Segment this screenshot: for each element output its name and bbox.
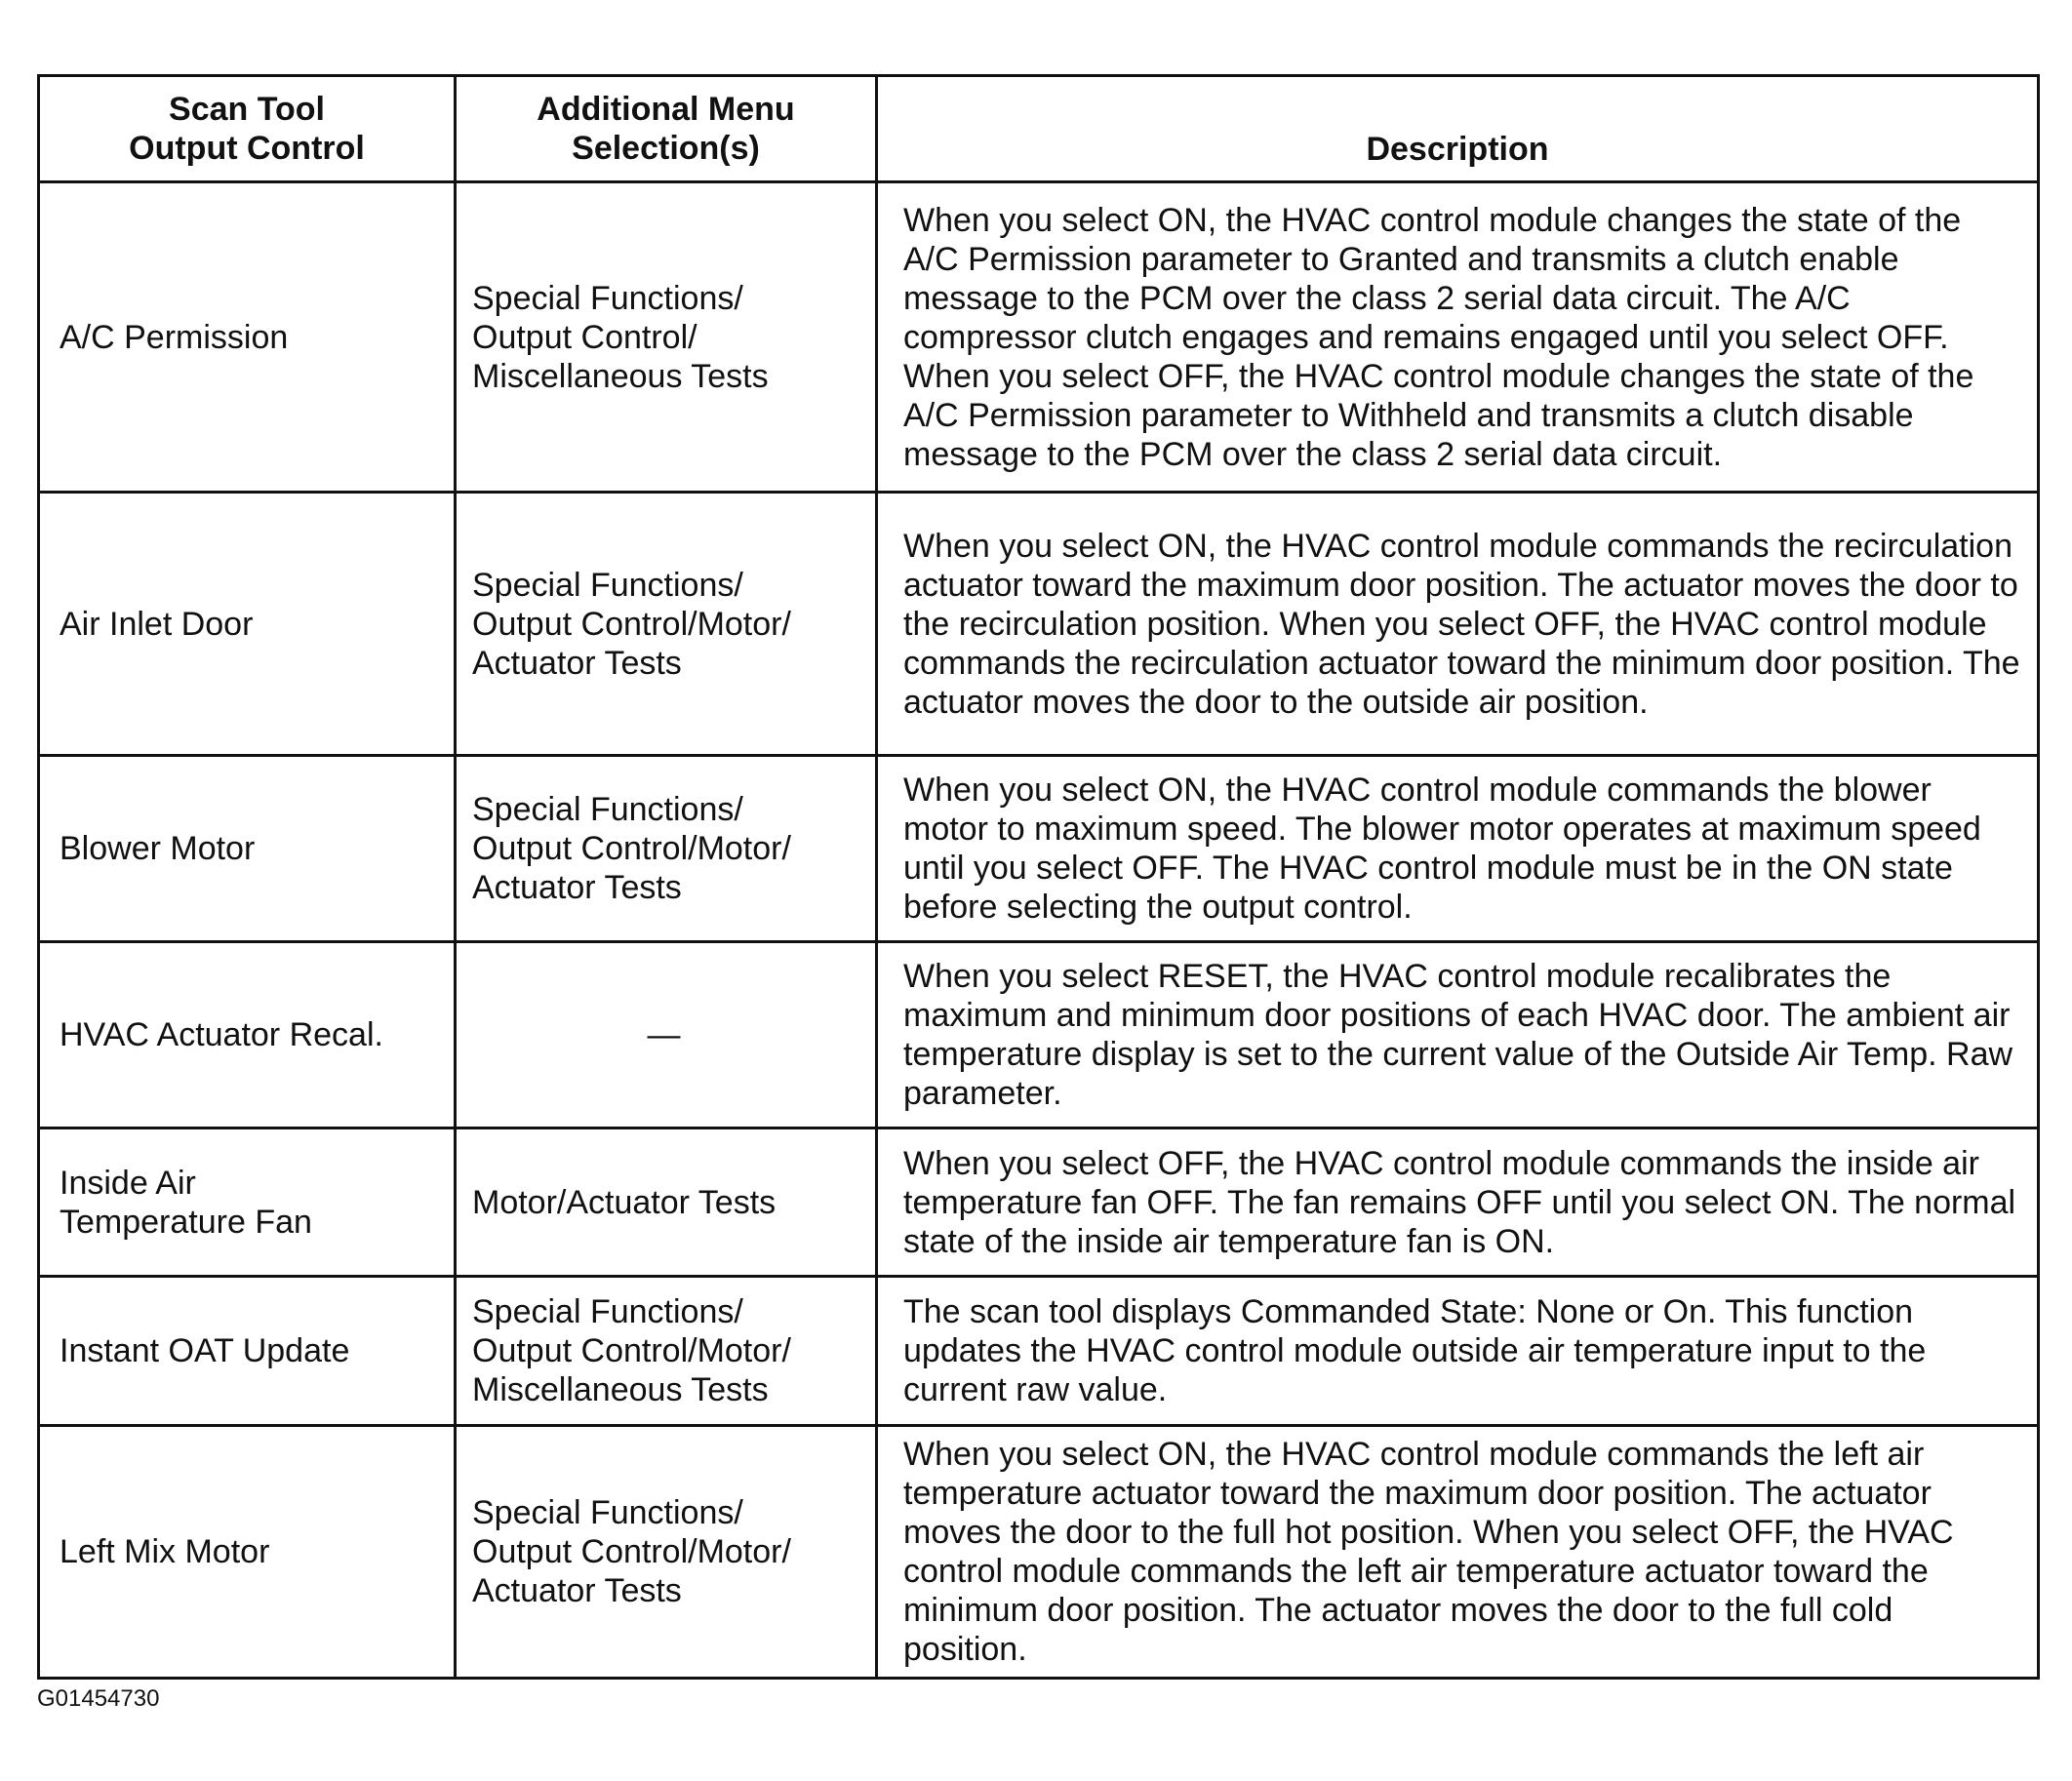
cell-output-control-line: HVAC Actuator Recal. [60, 1016, 383, 1053]
cell-output-control [39, 942, 456, 1128]
cell-menu-selection-line: Output Control/ [472, 318, 697, 356]
cell-output-control [39, 182, 456, 493]
cell-description: When you select ON, the HVAC control module changes the state of the A/C Permission parameter to Granted and transmits a clutch enable message to the PCM over the class 2 serial data circuit. The A/C compressor clutch engages and remains engaged until you select OFF. When you select OFF, the HVAC control module changes the state of the A/C Permission parameter to Withheld and transmits a clutch disable message to the PCM over the class 2 serial data circuit. [877, 182, 2039, 493]
cell-output-control [39, 1128, 456, 1277]
cell-description: When you select ON, the HVAC control module commands the left air temperature actuator toward the maximum door position. The actuator moves the door to the full hot position. When you select OFF, the HVAC control module commands the left air temperature actuator toward the minimum door position. The actuator moves the door to the full cold position. [877, 1426, 2039, 1679]
cell-menu-selection-line: Special Functions/ [472, 791, 743, 828]
cell-menu-selection [456, 493, 877, 756]
cell-menu-selection-line: Miscellaneous Tests [472, 1371, 769, 1408]
cell-menu-selection-line: Special Functions/ [472, 566, 743, 604]
figure-id: G01454730 [37, 1685, 160, 1712]
cell-menu-selection [456, 1426, 877, 1679]
cell-menu-selection-line: Output Control/Motor/ [472, 1332, 791, 1369]
cell-menu-selection-line: Miscellaneous Tests [472, 357, 769, 395]
cell-output-control-line: A/C Permission [60, 318, 289, 356]
header-description: Description [877, 76, 2039, 182]
table-row [39, 942, 2039, 1128]
header-col1-line2: Output Control [129, 130, 365, 167]
cell-menu-selection [456, 1277, 877, 1426]
cell-output-control-line: Temperature Fan [60, 1203, 312, 1241]
cell-description: When you select ON, the HVAC control module commands the recirculation actuator toward the maximum door position. The actuator moves the door to the recirculation position. When you select OFF, the HVAC control module commands the recirculation actuator toward the minimum door position. The actuator moves the door to the outside air position. [877, 493, 2039, 756]
header-scan-tool-output-control [39, 76, 456, 182]
cell-menu-selection-line: Actuator Tests [472, 869, 682, 906]
cell-menu-selection [456, 182, 877, 493]
cell-menu-selection-line: Special Functions/ [472, 1494, 743, 1531]
cell-output-control-line: Inside Air [60, 1164, 196, 1202]
header-col2-line2: Selection(s) [572, 130, 760, 167]
cell-menu-selection [456, 1128, 877, 1277]
cell-description: When you select OFF, the HVAC control module commands the inside air temperature fan OFF. The fan remains OFF until you select ON. The normal state of the inside air temperature fan is ON. [877, 1128, 2039, 1277]
cell-menu-selection-line: Output Control/Motor/ [472, 830, 791, 867]
cell-menu-selection-line: — [647, 1016, 681, 1053]
cell-menu-selection-line: Special Functions/ [472, 279, 743, 317]
table-body [39, 182, 2039, 1679]
table-row [39, 756, 2039, 942]
cell-output-control [39, 756, 456, 942]
cell-menu-selection [456, 756, 877, 942]
cell-output-control-line: Left Mix Motor [60, 1533, 270, 1570]
cell-output-control-line: Blower Motor [60, 830, 256, 867]
cell-menu-selection-line: Motor/Actuator Tests [472, 1183, 777, 1221]
cell-menu-selection-line: Actuator Tests [472, 644, 682, 682]
cell-output-control [39, 493, 456, 756]
cell-output-control [39, 1277, 456, 1426]
table-row [39, 1426, 2039, 1679]
header-additional-menu-selections [456, 76, 877, 182]
cell-output-control-line: Instant OAT Update [60, 1332, 350, 1369]
cell-output-control [39, 1426, 456, 1679]
table-row [39, 1128, 2039, 1277]
cell-description: The scan tool displays Commanded State: None or On. This function updates the HVAC control module outside air temperature input to the current raw value. [877, 1277, 2039, 1426]
cell-menu-selection-line: Special Functions/ [472, 1293, 743, 1330]
header-col2-line1: Additional Menu [537, 91, 795, 128]
table-row [39, 1277, 2039, 1426]
table-row [39, 493, 2039, 756]
header-col1-line1: Scan Tool [169, 91, 325, 128]
cell-description: When you select RESET, the HVAC control module recalibrates the maximum and minimum door positions of each HVAC door. The ambient air temperature display is set to the current value of the Outside Air Temp. Raw parameter. [877, 942, 2039, 1128]
cell-menu-selection-line: Output Control/Motor/ [472, 605, 791, 643]
cell-menu-selection-line: Output Control/Motor/ [472, 1533, 791, 1570]
table-row [39, 182, 2039, 493]
cell-menu-selection-line: Actuator Tests [472, 1572, 682, 1609]
cell-menu-selection [456, 942, 877, 1128]
output-control-table [37, 74, 2040, 1680]
table-header-row [39, 76, 2039, 182]
cell-description: When you select ON, the HVAC control module commands the blower motor to maximum speed. The blower motor operates at maximum speed until you select OFF. The HVAC control module must be in the ON state before selecting the output control. [877, 756, 2039, 942]
cell-output-control-line: Air Inlet Door [60, 605, 254, 643]
